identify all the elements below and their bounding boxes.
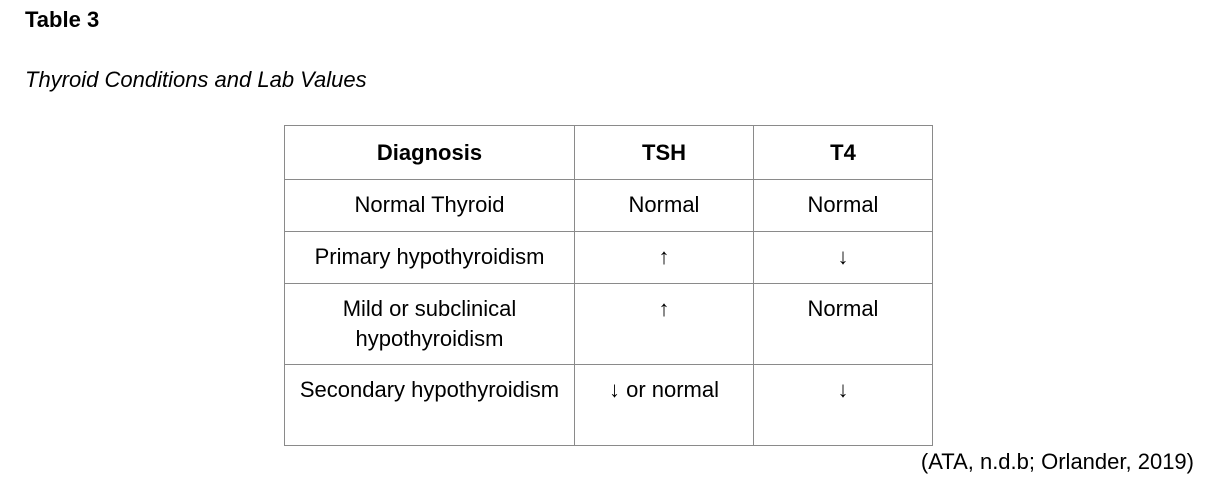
table-body <box>285 180 933 446</box>
column-header-t4: T4 <box>754 126 933 180</box>
header-row <box>285 126 933 180</box>
table-header <box>285 126 933 180</box>
column-header-tsh: TSH <box>575 126 754 180</box>
tsh-cell: ↑ <box>575 284 754 365</box>
t4-cell: ↓ <box>754 365 933 446</box>
tsh-cell: Normal <box>575 180 754 232</box>
table-row <box>285 284 933 365</box>
diagnosis-cell: Primary hypothyroidism <box>285 232 575 284</box>
diagnosis-cell: Secondary hypothyroidism <box>285 365 575 446</box>
table-row <box>285 232 933 284</box>
column-header-diagnosis: Diagnosis <box>285 126 575 180</box>
tsh-cell: ↑ <box>575 232 754 284</box>
t4-cell: ↓ <box>754 232 933 284</box>
t4-cell: Normal <box>754 180 933 232</box>
t4-cell: Normal <box>754 284 933 365</box>
diagnosis-cell: Mild or subclinical hypothyroidism <box>285 284 575 365</box>
table-title: Thyroid Conditions and Lab Values <box>25 67 367 92</box>
tsh-cell: ↓ or normal <box>575 365 754 446</box>
table-row <box>285 365 933 446</box>
thyroid-lab-table <box>284 125 933 446</box>
table-row <box>285 180 933 232</box>
table-number: Table 3 <box>25 7 100 32</box>
diagnosis-cell: Normal Thyroid <box>285 180 575 232</box>
citation: (ATA, n.d.b; Orlander, 2019) <box>920 449 1194 474</box>
